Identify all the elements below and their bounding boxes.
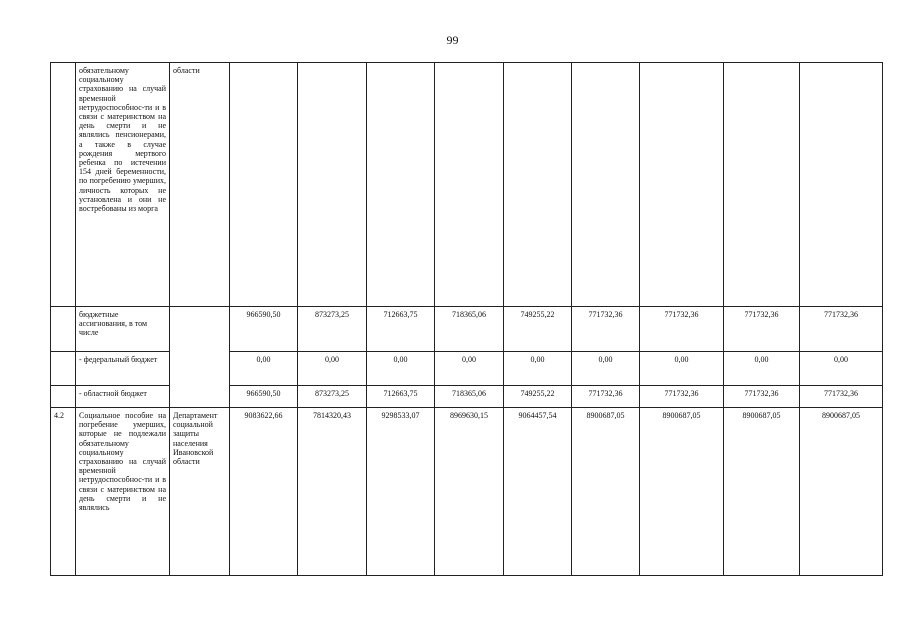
value-cell: 8900687,05 <box>640 408 724 576</box>
value-cell: 8900687,05 <box>572 408 640 576</box>
value-cell: 966590,50 <box>230 386 298 408</box>
value-cell: 771732,36 <box>640 307 724 352</box>
table-row-budget-total <box>51 307 883 352</box>
row-number-cell <box>51 307 76 352</box>
value-cell: 771732,36 <box>724 307 800 352</box>
value-cell: 966590,50 <box>230 307 298 352</box>
value-cell: 771732,36 <box>640 386 724 408</box>
executor-cell <box>170 307 230 352</box>
executor-cell: Департамент социальной защиты населения Ивановской области <box>170 408 230 576</box>
value-cell: 0,00 <box>230 352 298 386</box>
value-cell: 771732,36 <box>800 307 883 352</box>
executor-cell <box>170 352 230 386</box>
page-number: 99 <box>446 33 459 47</box>
value-cell: 771732,36 <box>800 386 883 408</box>
value-cell <box>435 63 504 307</box>
value-cell: 8900687,05 <box>724 408 800 576</box>
value-cell: 8900687,05 <box>800 408 883 576</box>
value-cell: 8969630,15 <box>435 408 504 576</box>
row-number-cell <box>51 352 76 386</box>
value-cell: 0,00 <box>504 352 572 386</box>
value-cell: 9083622,66 <box>230 408 298 576</box>
value-cell: 771732,36 <box>572 307 640 352</box>
value-cell: 9064457,54 <box>504 408 572 576</box>
value-cell: 873273,25 <box>298 386 367 408</box>
value-cell <box>800 63 883 307</box>
value-cell <box>640 63 724 307</box>
value-cell <box>298 63 367 307</box>
row-number-cell <box>51 386 76 408</box>
value-cell <box>504 63 572 307</box>
budget-total-label: бюджетные ассигнования, в том числе <box>76 307 170 352</box>
value-cell: 712663,75 <box>367 386 435 408</box>
value-cell: 873273,25 <box>298 307 367 352</box>
federal-label: - федеральный бюджет <box>76 352 170 386</box>
value-cell <box>367 63 435 307</box>
budget-table <box>50 62 883 576</box>
regional-label: - областной бюджет <box>76 386 170 408</box>
table-row-continuation <box>51 63 883 307</box>
value-cell: 749255,22 <box>504 386 572 408</box>
table-row-federal <box>51 352 883 386</box>
value-cell: 749255,22 <box>504 307 572 352</box>
value-cell: 718365,06 <box>435 307 504 352</box>
measure-name-cell: Социальное пособие на погребение умерших, которые не подлежали обязательному социальному страхованию на случай временной нетрудоспособнос-ти и в связи с материнством на день смерти и не являлись <box>76 408 170 576</box>
value-cell <box>230 63 298 307</box>
value-cell <box>572 63 640 307</box>
value-cell: 718365,06 <box>435 386 504 408</box>
executor-cell: области <box>170 63 230 307</box>
value-cell: 0,00 <box>724 352 800 386</box>
value-cell: 0,00 <box>298 352 367 386</box>
value-cell <box>724 63 800 307</box>
row-number-cell <box>51 63 76 307</box>
value-cell: 0,00 <box>640 352 724 386</box>
value-cell: 0,00 <box>435 352 504 386</box>
value-cell: 712663,75 <box>367 307 435 352</box>
table-row-item-4-2 <box>51 408 883 576</box>
measure-name-cell: обязательному социальному страхованию на случай временной нетрудоспособнос-ти и в связи с материнством на день смерти и не являлись пенсионерами, а также в случае рождения мертвого ребенка по истечении 154 дней беременности, по погребению умерших, личность которых не установлена и они не востребованы из морга <box>76 63 170 307</box>
value-cell: 771732,36 <box>572 386 640 408</box>
value-cell: 0,00 <box>800 352 883 386</box>
row-number-cell: 4.2 <box>51 408 76 576</box>
executor-cell <box>170 386 230 408</box>
value-cell: 7814320,43 <box>298 408 367 576</box>
value-cell: 9298533,07 <box>367 408 435 576</box>
value-cell: 0,00 <box>572 352 640 386</box>
value-cell: 0,00 <box>367 352 435 386</box>
table-row-regional <box>51 386 883 408</box>
value-cell: 771732,36 <box>724 386 800 408</box>
